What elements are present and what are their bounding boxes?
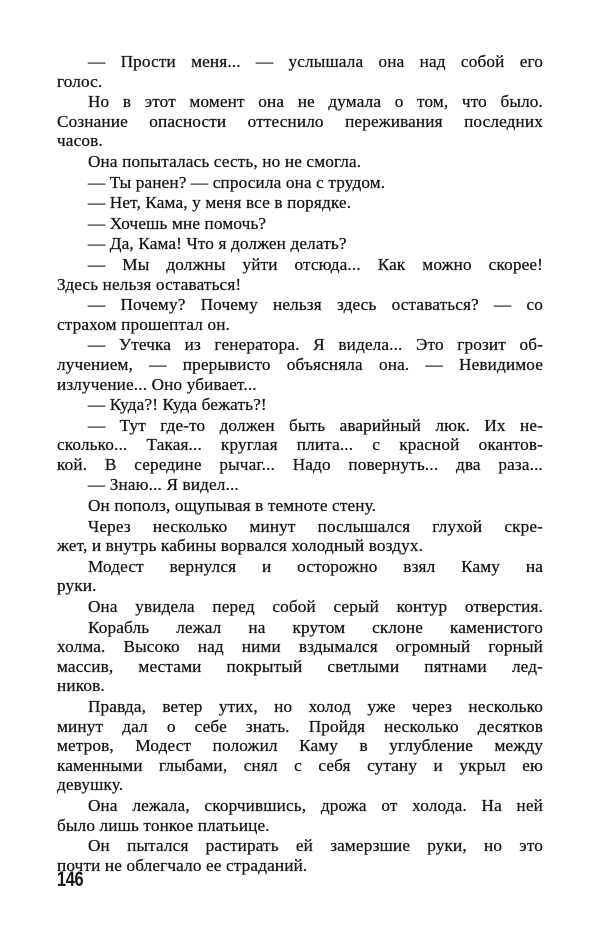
text-line: страхом прошептал он.: [57, 314, 231, 334]
text-line: Но в этот момент она не думала о том, что было.: [88, 92, 543, 112]
text-line: Корабль лежал на крутом склоне каменистого: [88, 617, 543, 637]
text-line: девушку.: [57, 775, 124, 795]
text-line: Она лежала, скорчившись, дрожа от холода. На ней: [88, 795, 543, 815]
text-line: — Нет, Кама, у меня все в порядке.: [88, 193, 352, 213]
text-line: сколько... Такая... круглая плита... с красной окантов-: [57, 435, 543, 455]
text-line: Правда, ветер утих, но холод уже через несколько: [88, 697, 543, 716]
text-line: Он пытался растирать ей замерзшие руки, но это: [88, 836, 543, 856]
text-line: руки.: [57, 576, 97, 596]
text-line: Она попыталась сесть, но не смогла.: [88, 151, 362, 171]
text-line: почти не облегчало ее страданий.: [57, 855, 308, 875]
text-line: минут дал о себе знать. Пройдя несколько десятков: [57, 716, 543, 736]
text-line: — Куда?! Куда бежать?!: [88, 395, 267, 415]
text-line: Здесь нельзя оставаться!: [57, 274, 242, 294]
page-body-text: [57, 52, 543, 875]
text-line: часов.: [57, 131, 103, 151]
text-line: массив, местами покрытый светлыми пятнами лед-: [57, 656, 543, 676]
text-line: каменными глыбами, снял с себя сутану и укрыл ею: [57, 755, 543, 775]
text-line: было лишь тонкое платьице.: [57, 815, 270, 835]
text-line: Сознание опасности оттеснило переживания последних: [57, 111, 543, 131]
text-line: Через несколько минут послышался глухой скре-: [88, 516, 543, 536]
text-line: Он пополз, ощупывая в темноте стену.: [88, 496, 377, 516]
text-line: — Да, Кама! Что я должен делать?: [88, 234, 347, 254]
text-line: — Тут где-то должен быть аварийный люк. Их не-: [88, 415, 543, 435]
text-line: Она увидела перед собой серый контур отверстия.: [88, 597, 543, 617]
text-line: ников.: [57, 676, 105, 696]
text-line: метров, Модест положил Каму в углубление между: [57, 736, 543, 756]
text-line: — Ты ранен? — спросила она с трудом.: [88, 172, 386, 192]
text-line: — Знаю... Я видел...: [88, 475, 239, 495]
text-line: лучением, — прерывисто объясняла она. — Невидимое: [57, 354, 543, 374]
text-line: — Почему? Почему нельзя здесь оставаться? — со: [88, 295, 543, 315]
text-line: — Утечка из генератора. Я видела... Это грозит об-: [88, 335, 543, 355]
text-line: — Мы должны уйти отсюда... Как можно скорее!: [88, 254, 543, 274]
text-line: жет, и внутрь кабины ворвался холодный воздух.: [57, 536, 424, 556]
text-line: холма. Высоко над ними вздымался огромный горный: [57, 637, 543, 657]
text-line: кой. В середине рычаг... Надо повернуть... два раза...: [57, 454, 543, 474]
text-line: — Хочешь мне помочь?: [88, 213, 267, 233]
text-line: голос.: [57, 71, 103, 91]
page-number: 146: [57, 868, 84, 891]
text-line: Модест вернулся и осторожно взял Каму на: [88, 556, 543, 576]
text-line: излучение... Оно убивает...: [57, 374, 257, 394]
text-line: — Прости меня... — услышала она над собой его: [88, 52, 543, 71]
